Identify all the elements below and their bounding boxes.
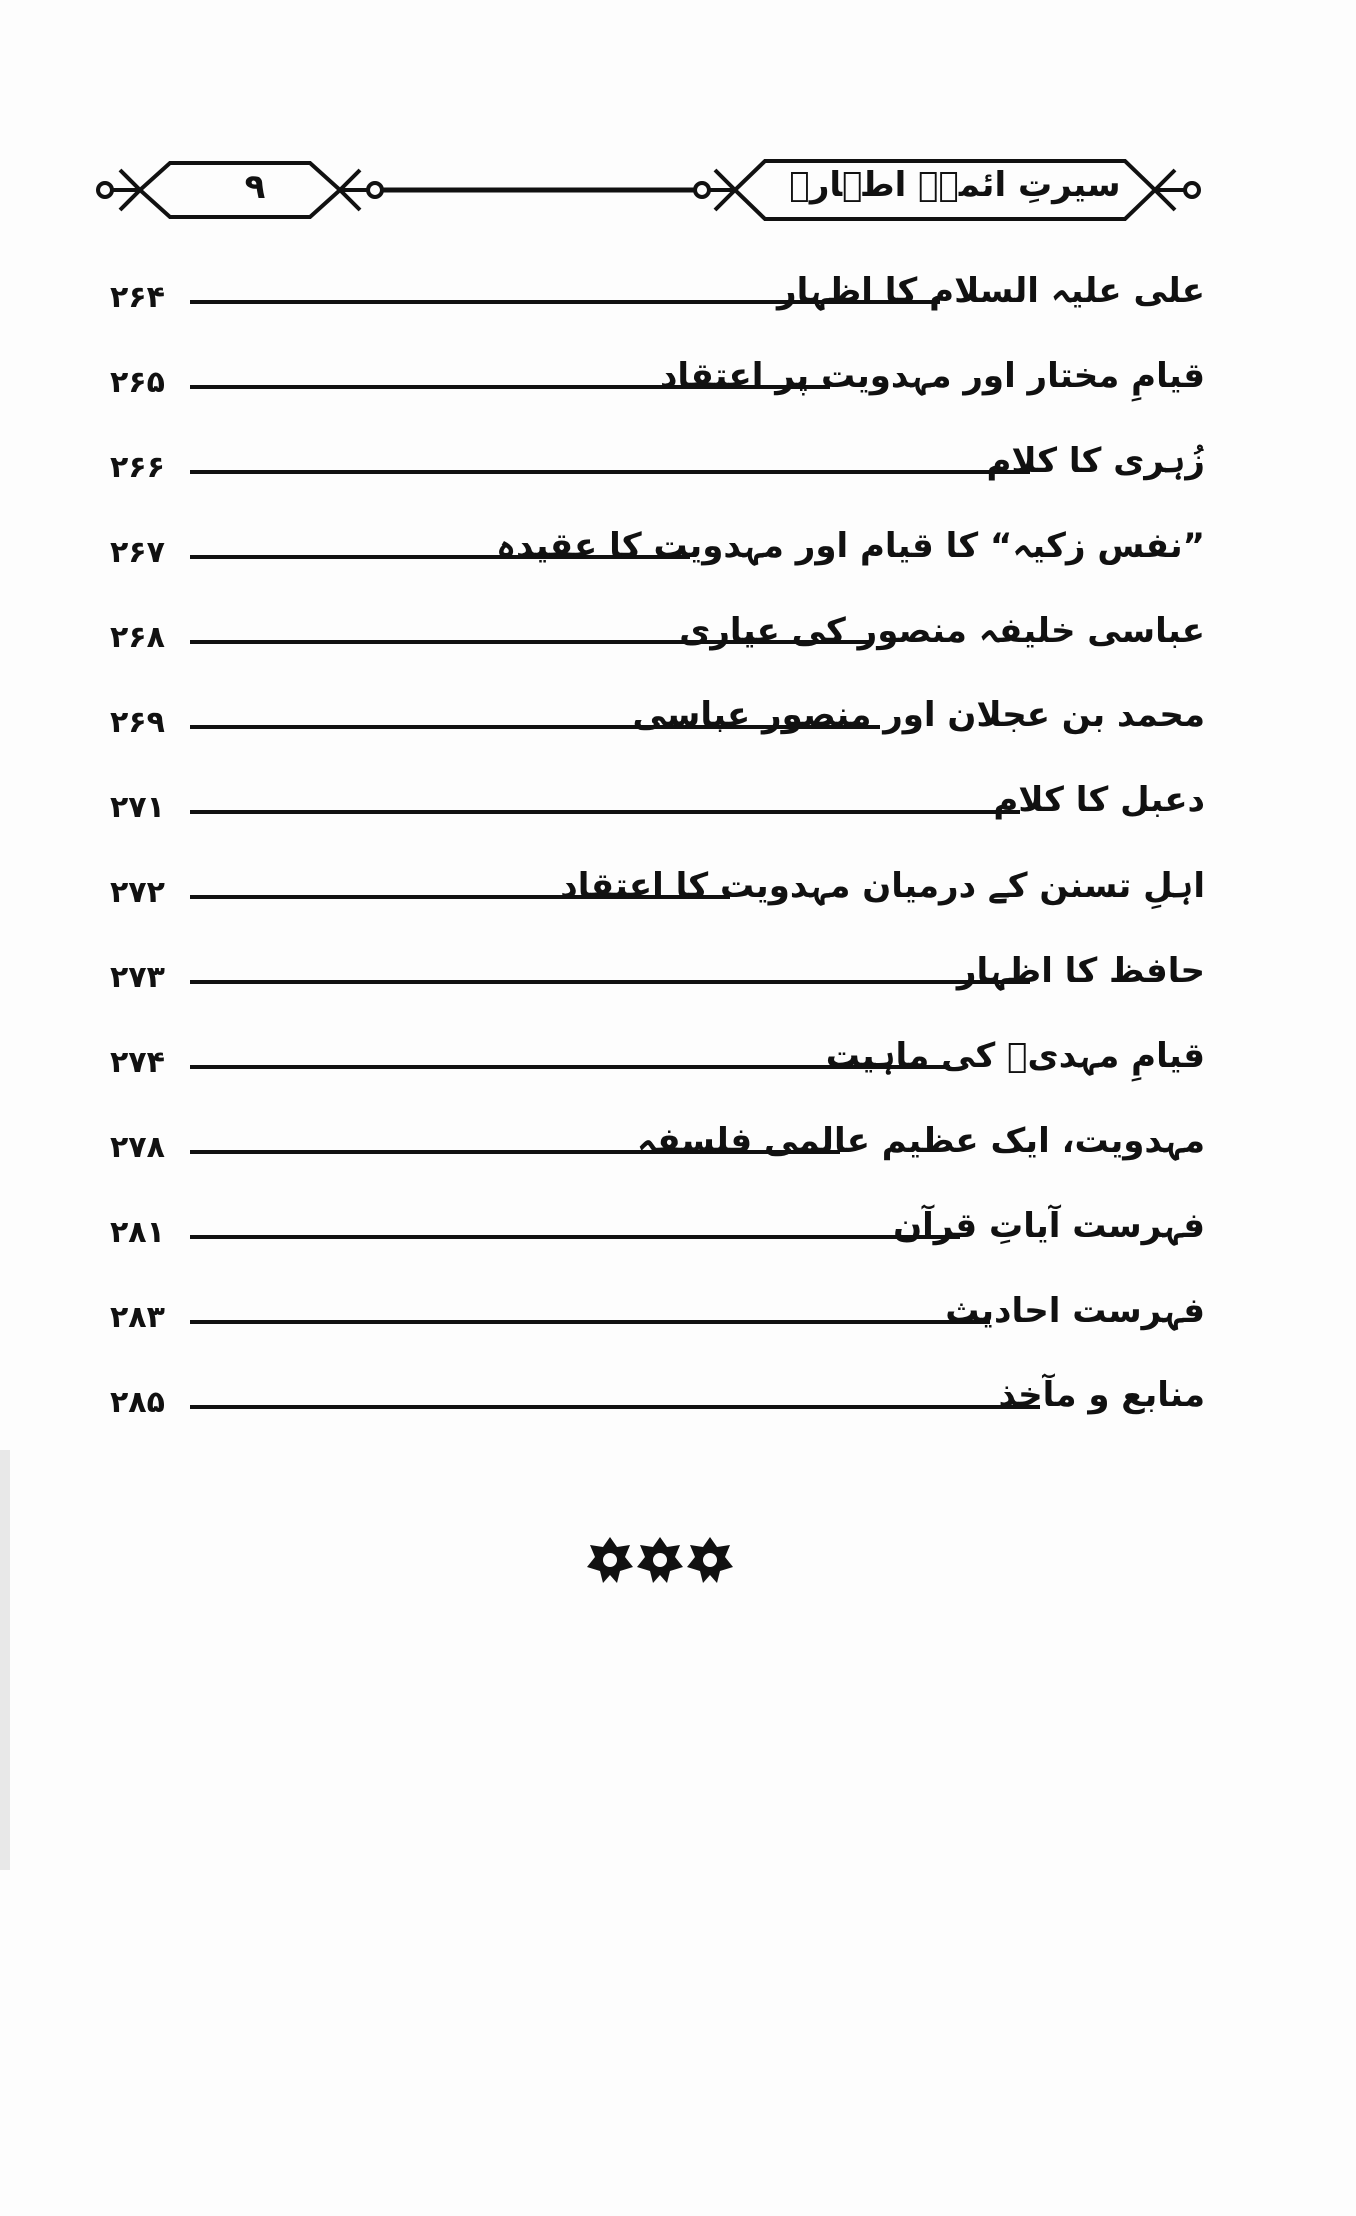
book-title: سیرتِ ائمہؑ اطہارؑ xyxy=(789,165,1121,205)
toc-page-number: ۲۸۵ xyxy=(110,1385,165,1420)
leader-line xyxy=(190,980,1030,984)
toc-title: قیامِ مہدیؑ کی ماہیت xyxy=(825,1036,1205,1076)
toc-page-number: ۲۷۸ xyxy=(110,1130,165,1165)
toc-title: زُہری کا کلام xyxy=(986,441,1205,481)
toc-entry xyxy=(110,270,1205,330)
toc-title: فہرست آیاتِ قرآن xyxy=(893,1206,1205,1246)
toc-page-number: ۲۶۶ xyxy=(110,450,165,485)
page-number: ۹ xyxy=(244,167,266,207)
toc-entry xyxy=(110,780,1205,840)
toc-title: دعبل کا کلام xyxy=(993,780,1205,820)
toc-page-number: ۲۶۹ xyxy=(110,705,165,740)
page-edge-shadow xyxy=(0,1450,10,1870)
leader-line xyxy=(190,1320,990,1324)
toc-title: اہلِ تسنن کے درمیان مہدویت کا اعتقاد xyxy=(560,866,1205,906)
toc-entry xyxy=(110,440,1205,500)
toc-page-number: ۲۷۲ xyxy=(110,875,165,910)
toc-entry xyxy=(110,1290,1205,1350)
toc-entry xyxy=(110,1120,1205,1180)
toc-entry xyxy=(110,610,1205,670)
leader-line xyxy=(190,470,1030,474)
toc-page-number: ۲۶۷ xyxy=(110,535,165,570)
toc-title: منابع و مآخذ xyxy=(998,1375,1205,1415)
toc-title: قیامِ مختار اور مہدویت پر اعتقاد xyxy=(659,356,1205,396)
toc-page-number: ۲۶۵ xyxy=(110,365,165,400)
toc-page-number: ۲۶۸ xyxy=(110,620,165,655)
toc-title: علی علیہ السلام کا اظہار xyxy=(777,271,1205,311)
toc-page-number: ۲۷۳ xyxy=(110,960,165,995)
toc-title: محمد بن عجلان اور منصور عباسی xyxy=(632,695,1205,735)
toc-page-number: ۲۸۳ xyxy=(110,1300,165,1335)
leader-line xyxy=(190,810,1020,814)
three-star-ornament-icon xyxy=(585,1535,745,1585)
toc-entry xyxy=(110,525,1205,585)
leader-line xyxy=(190,1235,960,1239)
leader-line xyxy=(190,1405,1040,1409)
page-header xyxy=(95,155,1205,225)
toc-title: ”نفس زکیہ“ کا قیام اور مہدویت کا عقیدہ xyxy=(496,526,1205,566)
toc-page-number: ۲۸۱ xyxy=(110,1215,165,1250)
toc-title: مہدویت، ایک عظیم عالمی فلسفہ xyxy=(637,1121,1205,1161)
toc-title: حافظ کا اظہار xyxy=(956,951,1205,991)
toc-entry xyxy=(110,1205,1205,1265)
toc-title: عباسی خلیفہ منصور کی عیاری xyxy=(679,611,1205,651)
toc-entry xyxy=(110,1035,1205,1095)
toc-entry xyxy=(110,950,1205,1010)
toc-page-number: ۲۷۱ xyxy=(110,790,165,825)
toc-entry xyxy=(110,865,1205,925)
toc-entry xyxy=(110,355,1205,415)
toc-title: فہرست احادیث xyxy=(945,1291,1205,1331)
toc-entry xyxy=(110,695,1205,755)
toc-entry xyxy=(110,1375,1205,1435)
toc-page-number: ۲۷۴ xyxy=(110,1045,165,1080)
toc-page-number: ۲۶۴ xyxy=(110,280,165,315)
